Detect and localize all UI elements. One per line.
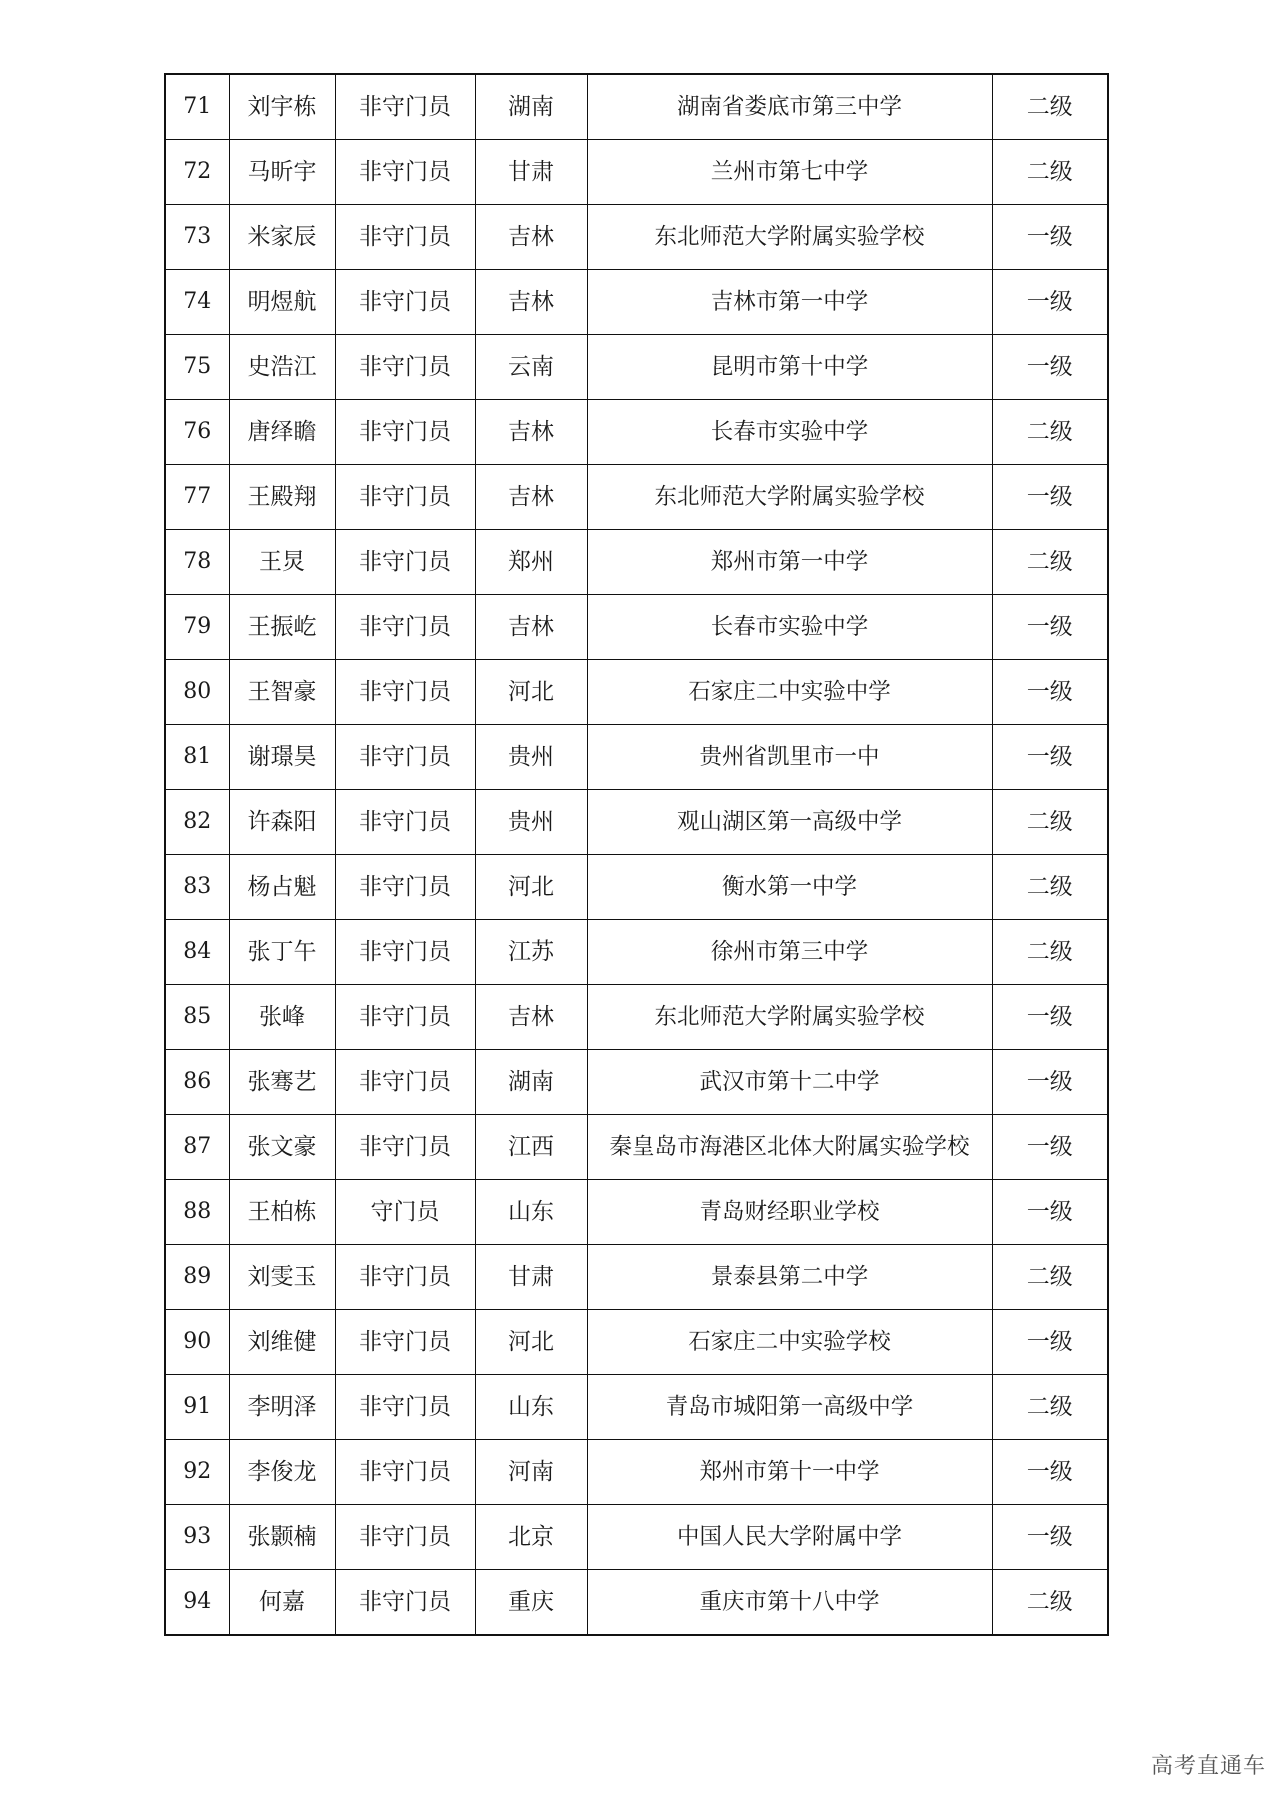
level-cell: 一级: [992, 595, 1108, 660]
school-cell: 石家庄二中实验学校: [587, 1310, 992, 1375]
table-row: [165, 1310, 1108, 1375]
table-row: [165, 530, 1108, 595]
role-cell: 非守门员: [335, 920, 475, 985]
role-cell: 非守门员: [335, 335, 475, 400]
school-cell: 郑州市第十一中学: [587, 1440, 992, 1505]
row-number-cell: 89: [165, 1245, 229, 1310]
region-cell: 河北: [475, 660, 587, 725]
row-number-cell: 73: [165, 205, 229, 270]
region-cell: 吉林: [475, 595, 587, 660]
table-row: [165, 985, 1108, 1050]
region-cell: 河北: [475, 855, 587, 920]
school-cell: 东北师范大学附属实验学校: [587, 205, 992, 270]
region-cell: 山东: [475, 1375, 587, 1440]
level-cell: 二级: [992, 855, 1108, 920]
role-cell: 非守门员: [335, 790, 475, 855]
name-cell: 何嘉: [229, 1570, 335, 1636]
row-number-cell: 88: [165, 1180, 229, 1245]
level-cell: 一级: [992, 205, 1108, 270]
region-cell: 湖南: [475, 74, 587, 140]
row-number-cell: 82: [165, 790, 229, 855]
region-cell: 郑州: [475, 530, 587, 595]
name-cell: 张丁午: [229, 920, 335, 985]
roster-table-body: [165, 74, 1108, 1635]
region-cell: 重庆: [475, 1570, 587, 1636]
row-number-cell: 83: [165, 855, 229, 920]
school-cell: 重庆市第十八中学: [587, 1570, 992, 1636]
role-cell: 非守门员: [335, 855, 475, 920]
role-cell: 非守门员: [335, 1245, 475, 1310]
name-cell: 明煜航: [229, 270, 335, 335]
name-cell: 张骞艺: [229, 1050, 335, 1115]
role-cell: 非守门员: [335, 1375, 475, 1440]
row-number-cell: 81: [165, 725, 229, 790]
name-cell: 王振屹: [229, 595, 335, 660]
school-cell: 徐州市第三中学: [587, 920, 992, 985]
name-cell: 唐绎瞻: [229, 400, 335, 465]
level-cell: 二级: [992, 920, 1108, 985]
row-number-cell: 92: [165, 1440, 229, 1505]
name-cell: 李俊龙: [229, 1440, 335, 1505]
region-cell: 云南: [475, 335, 587, 400]
level-cell: 一级: [992, 985, 1108, 1050]
name-cell: 张颢楠: [229, 1505, 335, 1570]
table-row: [165, 660, 1108, 725]
role-cell: 非守门员: [335, 140, 475, 205]
table-row: [165, 465, 1108, 530]
row-number-cell: 85: [165, 985, 229, 1050]
level-cell: 一级: [992, 660, 1108, 725]
row-number-cell: 80: [165, 660, 229, 725]
school-cell: 昆明市第十中学: [587, 335, 992, 400]
level-cell: 一级: [992, 1180, 1108, 1245]
table-row: [165, 335, 1108, 400]
region-cell: 吉林: [475, 465, 587, 530]
role-cell: 非守门员: [335, 205, 475, 270]
region-cell: 吉林: [475, 205, 587, 270]
school-cell: 兰州市第七中学: [587, 140, 992, 205]
name-cell: 张文豪: [229, 1115, 335, 1180]
table-row: [165, 920, 1108, 985]
table-row: [165, 1180, 1108, 1245]
school-cell: 郑州市第一中学: [587, 530, 992, 595]
name-cell: 史浩江: [229, 335, 335, 400]
row-number-cell: 77: [165, 465, 229, 530]
region-cell: 贵州: [475, 790, 587, 855]
name-cell: 杨占魁: [229, 855, 335, 920]
role-cell: 非守门员: [335, 270, 475, 335]
school-cell: 湖南省娄底市第三中学: [587, 74, 992, 140]
table-row: [165, 725, 1108, 790]
school-cell: 景泰县第二中学: [587, 1245, 992, 1310]
school-cell: 长春市实验中学: [587, 595, 992, 660]
name-cell: 刘维健: [229, 1310, 335, 1375]
school-cell: 衡水第一中学: [587, 855, 992, 920]
level-cell: 二级: [992, 140, 1108, 205]
school-cell: 青岛市城阳第一高级中学: [587, 1375, 992, 1440]
level-cell: 二级: [992, 400, 1108, 465]
name-cell: 王殿翔: [229, 465, 335, 530]
table-row: [165, 1050, 1108, 1115]
level-cell: 一级: [992, 1115, 1108, 1180]
name-cell: 刘雯玉: [229, 1245, 335, 1310]
level-cell: 一级: [992, 725, 1108, 790]
table-row: [165, 1245, 1108, 1310]
table-row: [165, 400, 1108, 465]
region-cell: 江苏: [475, 920, 587, 985]
region-cell: 甘肃: [475, 1245, 587, 1310]
row-number-cell: 84: [165, 920, 229, 985]
region-cell: 吉林: [475, 985, 587, 1050]
level-cell: 一级: [992, 1050, 1108, 1115]
school-cell: 青岛财经职业学校: [587, 1180, 992, 1245]
region-cell: 山东: [475, 1180, 587, 1245]
role-cell: 非守门员: [335, 1440, 475, 1505]
row-number-cell: 76: [165, 400, 229, 465]
row-number-cell: 93: [165, 1505, 229, 1570]
role-cell: 非守门员: [335, 985, 475, 1050]
row-number-cell: 78: [165, 530, 229, 595]
role-cell: 非守门员: [335, 1505, 475, 1570]
name-cell: 米家辰: [229, 205, 335, 270]
school-cell: 吉林市第一中学: [587, 270, 992, 335]
level-cell: 一级: [992, 270, 1108, 335]
row-number-cell: 86: [165, 1050, 229, 1115]
role-cell: 非守门员: [335, 725, 475, 790]
region-cell: 河北: [475, 1310, 587, 1375]
school-cell: 中国人民大学附属中学: [587, 1505, 992, 1570]
table-row: [165, 1505, 1108, 1570]
name-cell: 王柏栋: [229, 1180, 335, 1245]
table-row: [165, 595, 1108, 660]
role-cell: 非守门员: [335, 1115, 475, 1180]
name-cell: 张峰: [229, 985, 335, 1050]
level-cell: 一级: [992, 1440, 1108, 1505]
school-cell: 石家庄二中实验中学: [587, 660, 992, 725]
table-row: [165, 1375, 1108, 1440]
table-row: [165, 205, 1108, 270]
level-cell: 二级: [992, 1570, 1108, 1636]
row-number-cell: 91: [165, 1375, 229, 1440]
school-cell: 秦皇岛市海港区北体大附属实验学校: [587, 1115, 992, 1180]
role-cell: 非守门员: [335, 1570, 475, 1636]
name-cell: 刘宇栋: [229, 74, 335, 140]
role-cell: 守门员: [335, 1180, 475, 1245]
region-cell: 吉林: [475, 270, 587, 335]
role-cell: 非守门员: [335, 530, 475, 595]
role-cell: 非守门员: [335, 1050, 475, 1115]
name-cell: 李明泽: [229, 1375, 335, 1440]
school-cell: 东北师范大学附属实验学校: [587, 465, 992, 530]
level-cell: 二级: [992, 74, 1108, 140]
school-cell: 武汉市第十二中学: [587, 1050, 992, 1115]
role-cell: 非守门员: [335, 465, 475, 530]
role-cell: 非守门员: [335, 400, 475, 465]
row-number-cell: 71: [165, 74, 229, 140]
role-cell: 非守门员: [335, 1310, 475, 1375]
row-number-cell: 90: [165, 1310, 229, 1375]
role-cell: 非守门员: [335, 660, 475, 725]
row-number-cell: 87: [165, 1115, 229, 1180]
region-cell: 北京: [475, 1505, 587, 1570]
region-cell: 甘肃: [475, 140, 587, 205]
region-cell: 吉林: [475, 400, 587, 465]
row-number-cell: 94: [165, 1570, 229, 1636]
region-cell: 河南: [475, 1440, 587, 1505]
table-row: [165, 270, 1108, 335]
level-cell: 二级: [992, 530, 1108, 595]
name-cell: 马昕宇: [229, 140, 335, 205]
table-row: [165, 790, 1108, 855]
table-row: [165, 1570, 1108, 1636]
level-cell: 一级: [992, 335, 1108, 400]
level-cell: 二级: [992, 790, 1108, 855]
table-row: [165, 1440, 1108, 1505]
table-row: [165, 74, 1108, 140]
school-cell: 长春市实验中学: [587, 400, 992, 465]
table-row: [165, 1115, 1108, 1180]
row-number-cell: 79: [165, 595, 229, 660]
roster-table: [164, 73, 1109, 1636]
school-cell: 东北师范大学附属实验学校: [587, 985, 992, 1050]
level-cell: 二级: [992, 1245, 1108, 1310]
region-cell: 贵州: [475, 725, 587, 790]
table-row: [165, 855, 1108, 920]
role-cell: 非守门员: [335, 595, 475, 660]
level-cell: 一级: [992, 1505, 1108, 1570]
school-cell: 观山湖区第一高级中学: [587, 790, 992, 855]
name-cell: 谢璟昊: [229, 725, 335, 790]
row-number-cell: 75: [165, 335, 229, 400]
table-row: [165, 140, 1108, 205]
row-number-cell: 74: [165, 270, 229, 335]
name-cell: 王智豪: [229, 660, 335, 725]
row-number-cell: 72: [165, 140, 229, 205]
watermark: 高考直通车: [1150, 1754, 1266, 1779]
school-cell: 贵州省凯里市一中: [587, 725, 992, 790]
level-cell: 二级: [992, 1375, 1108, 1440]
name-cell: 许森阳: [229, 790, 335, 855]
role-cell: 非守门员: [335, 74, 475, 140]
region-cell: 湖南: [475, 1050, 587, 1115]
name-cell: 王炅: [229, 530, 335, 595]
level-cell: 一级: [992, 1310, 1108, 1375]
region-cell: 江西: [475, 1115, 587, 1180]
level-cell: 一级: [992, 465, 1108, 530]
